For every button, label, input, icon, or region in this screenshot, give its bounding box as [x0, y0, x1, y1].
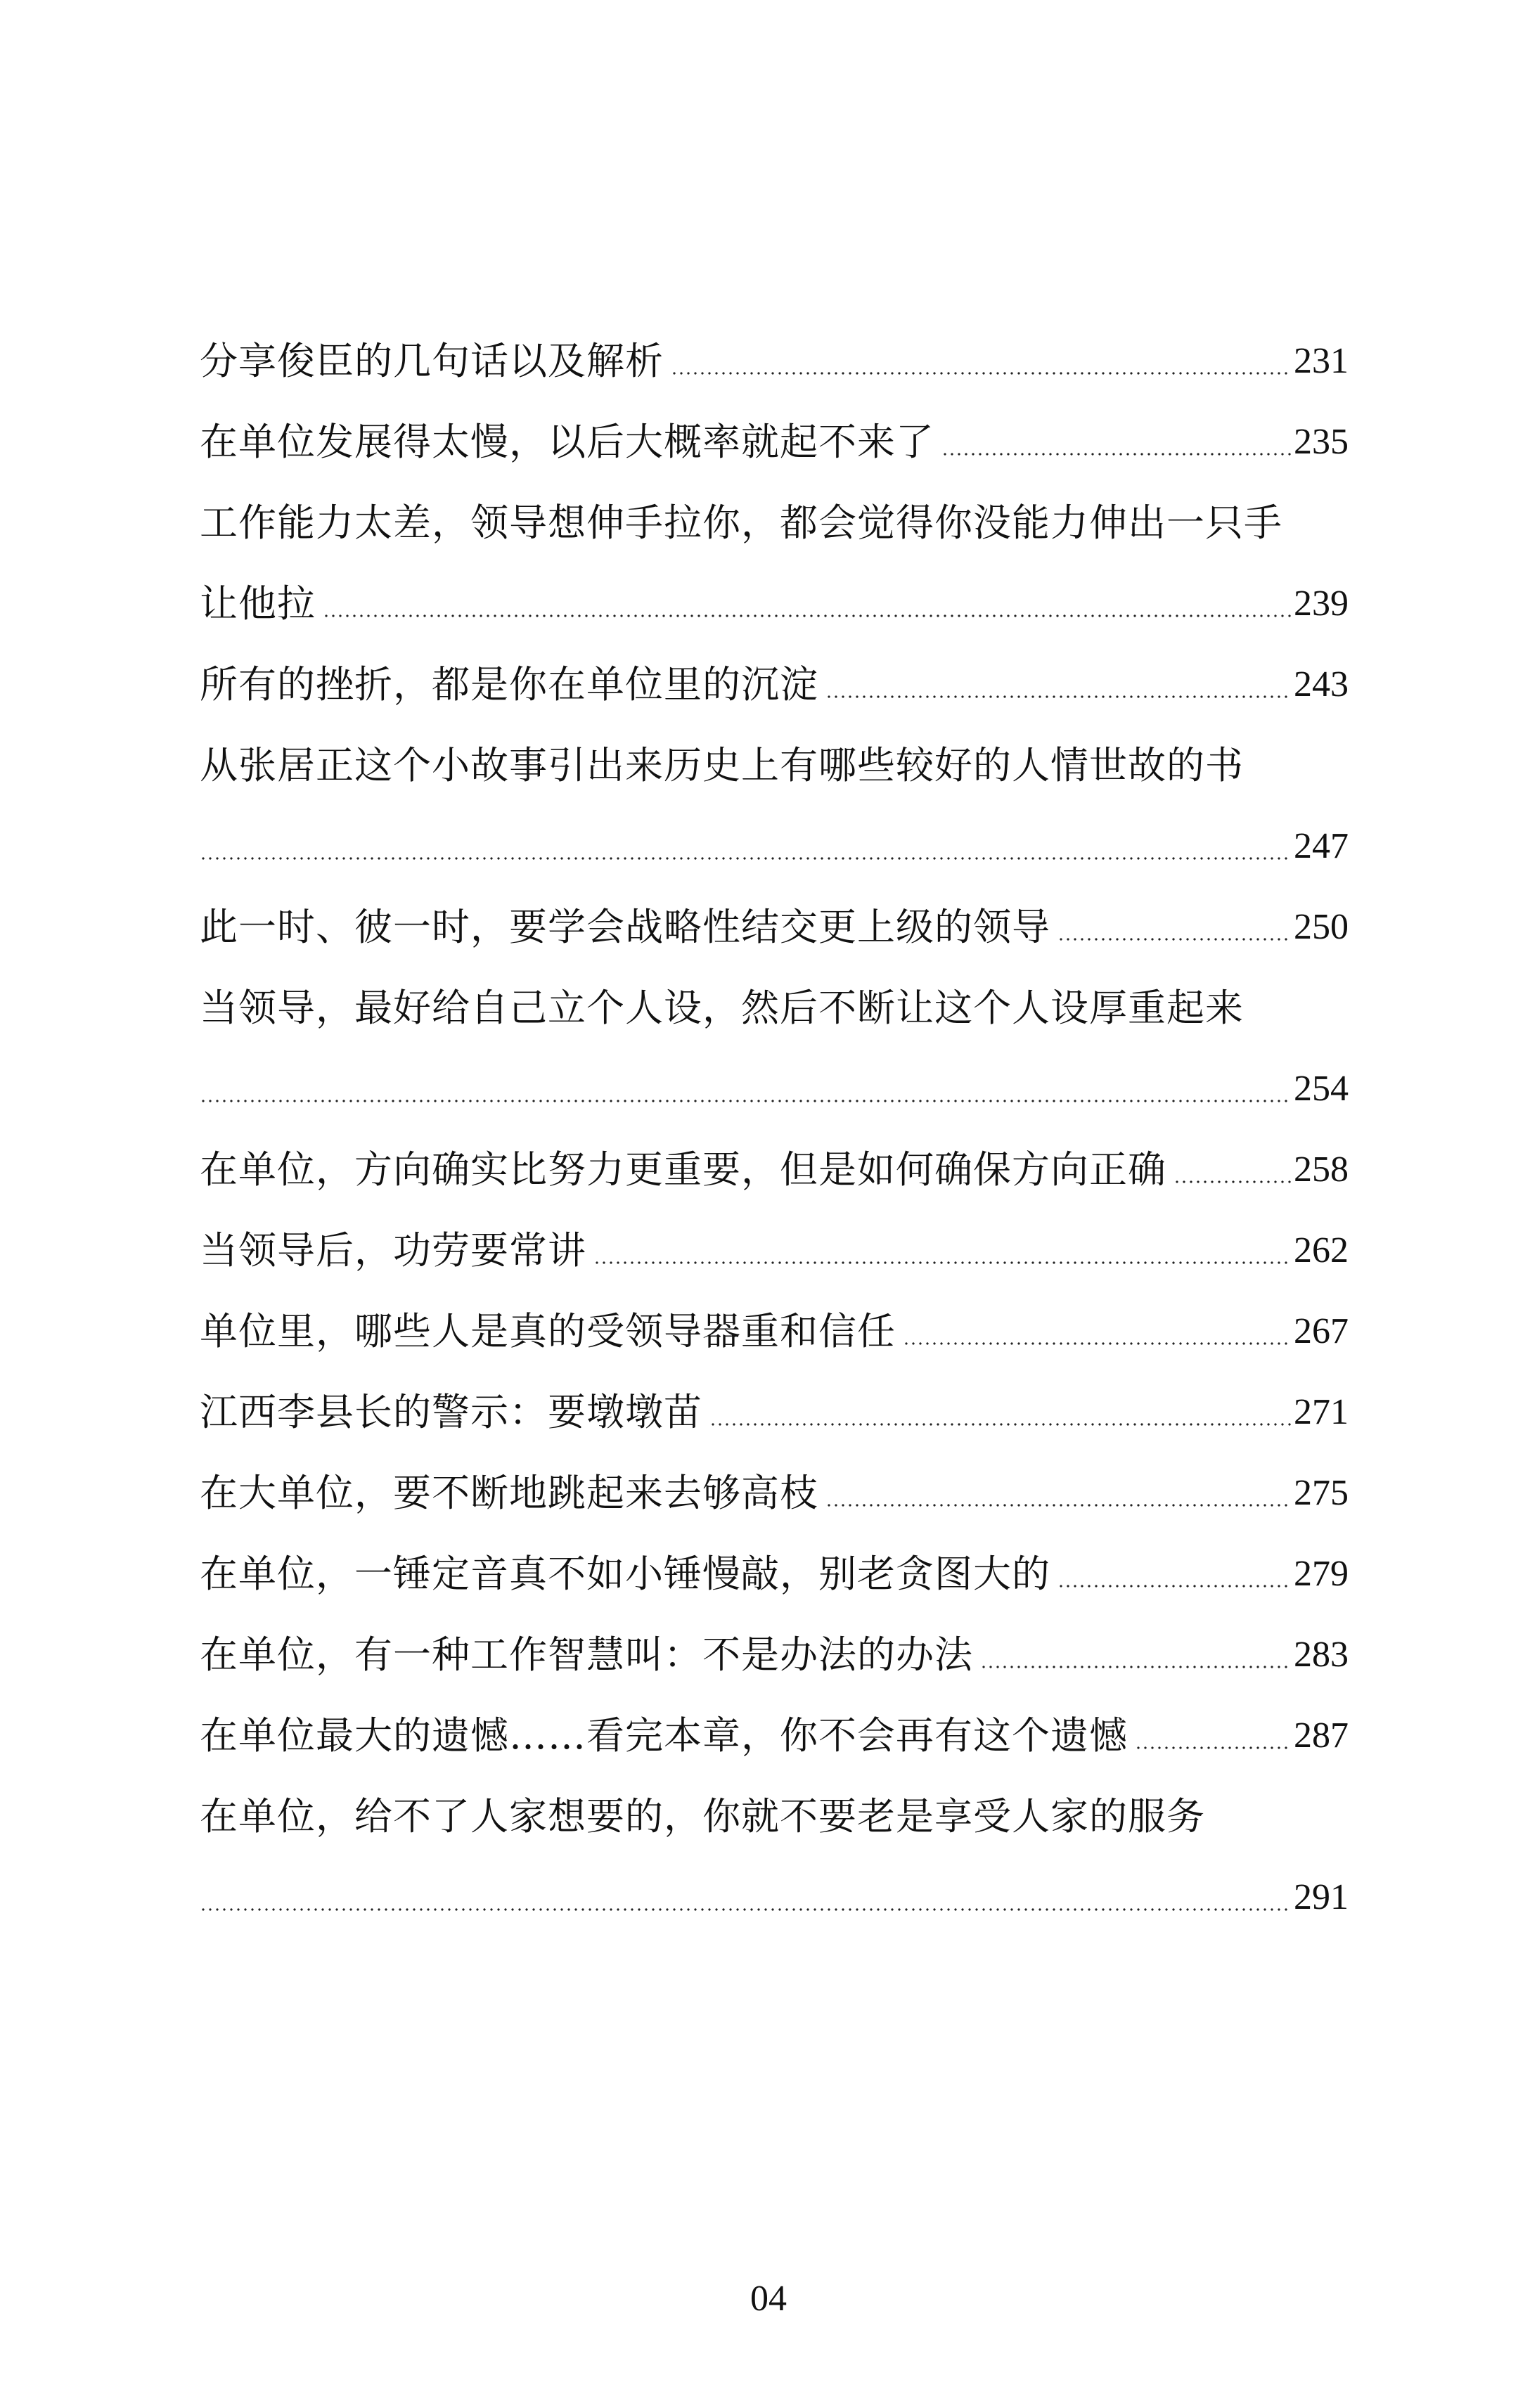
toc-entry-title-line1: 当领导，最好给自己立个人设，然后不断让这个人设厚重起来	[200, 985, 1244, 1030]
toc-entry[interactable]	[200, 401, 1349, 482]
table-of-contents	[200, 321, 1349, 1938]
toc-entry-title: 在单位，方向确实比努力更重要，但是如何确保方向正确	[200, 1147, 1166, 1192]
toc-entry-page: 271	[1294, 1391, 1349, 1432]
toc-entry-page: 247	[1294, 825, 1349, 866]
dot-leader	[323, 614, 1291, 617]
dot-leader	[200, 857, 1291, 860]
toc-entry[interactable]	[200, 967, 1349, 1129]
toc-entry-title: 所有的挫折，都是你在单位里的沉淀	[200, 662, 818, 707]
dot-leader	[825, 695, 1291, 698]
toc-entry[interactable]	[200, 725, 1349, 887]
toc-entry-page: 275	[1294, 1472, 1349, 1513]
dot-leader	[200, 1908, 1291, 1911]
dot-leader	[1135, 1746, 1291, 1749]
toc-entry-title: 当领导后，功劳要常讲	[200, 1228, 586, 1273]
toc-entry-title: 在单位，一锤定音真不如小锤慢敲，别老贪图大的	[200, 1551, 1050, 1596]
toc-entry-page: 287	[1294, 1715, 1349, 1756]
page-number: 04	[750, 2279, 787, 2319]
toc-entry-title-line1: 工作能力太差，领导想伸手拉你，都会觉得你没能力伸出一只手	[200, 500, 1282, 545]
dot-leader	[1057, 938, 1291, 941]
toc-entry-title: 在大单位，要不断地跳起来去够高枝	[200, 1470, 818, 1515]
toc-entry[interactable]	[200, 1372, 1349, 1453]
toc-entry-title-line1: 在单位，给不了人家想要的，你就不要老是享受人家的服务	[200, 1794, 1205, 1839]
toc-entry-page: 283	[1294, 1634, 1349, 1675]
dot-leader	[200, 1100, 1291, 1102]
toc-entry[interactable]	[200, 1129, 1349, 1210]
toc-entry-page: 267	[1294, 1311, 1349, 1351]
toc-entry-page: 262	[1294, 1230, 1349, 1270]
toc-entry-page: 291	[1294, 1876, 1349, 1917]
toc-entry[interactable]	[200, 1210, 1349, 1291]
dot-leader	[671, 372, 1291, 375]
toc-entry-title: 分享俊臣的几句话以及解析	[200, 338, 664, 383]
toc-entry[interactable]	[200, 1453, 1349, 1533]
toc-entry-title: 单位里，哪些人是真的受领导器重和信任	[200, 1308, 896, 1353]
toc-entry[interactable]	[200, 482, 1349, 644]
dot-leader	[825, 1504, 1291, 1507]
toc-entry[interactable]	[200, 1533, 1349, 1614]
dot-leader	[1057, 1585, 1291, 1588]
dot-leader	[980, 1666, 1291, 1668]
toc-entry[interactable]	[200, 644, 1349, 725]
toc-entry-page: 250	[1294, 906, 1349, 947]
dot-leader	[709, 1423, 1291, 1426]
toc-entry-page: 243	[1294, 664, 1349, 704]
toc-entry-page: 231	[1294, 340, 1349, 381]
toc-entry[interactable]	[200, 1776, 1349, 1938]
toc-entry-title: 在单位，有一种工作智慧叫：不是办法的办法	[200, 1632, 973, 1677]
toc-entry[interactable]	[200, 1695, 1349, 1776]
toc-entry-page: 254	[1294, 1068, 1349, 1109]
toc-entry[interactable]	[200, 1291, 1349, 1372]
toc-entry-title: 在单位最大的遗憾……看完本章，你不会再有这个遗憾	[200, 1713, 1128, 1758]
toc-entry[interactable]	[200, 321, 1349, 401]
toc-entry-title: 江西李县长的警示：要墩墩苗	[200, 1389, 702, 1434]
toc-entry-title-line1: 从张居正这个小故事引出来历史上有哪些较好的人情世故的书	[200, 742, 1244, 787]
toc-entry-title: 此一时、彼一时，要学会战略性结交更上级的领导	[200, 904, 1050, 949]
toc-entry-title-line2: 让他拉	[200, 581, 316, 626]
dot-leader	[1173, 1180, 1291, 1183]
toc-entry-page: 279	[1294, 1553, 1349, 1594]
dot-leader	[903, 1342, 1291, 1345]
toc-entry-page: 239	[1294, 583, 1349, 624]
toc-entry-page: 235	[1294, 421, 1349, 462]
toc-entry-title: 在单位发展得太慢，以后大概率就起不来了	[200, 419, 934, 464]
toc-entry-page: 258	[1294, 1149, 1349, 1190]
toc-entry[interactable]	[200, 887, 1349, 967]
dot-leader	[941, 453, 1291, 456]
dot-leader	[593, 1261, 1291, 1264]
toc-entry[interactable]	[200, 1614, 1349, 1695]
